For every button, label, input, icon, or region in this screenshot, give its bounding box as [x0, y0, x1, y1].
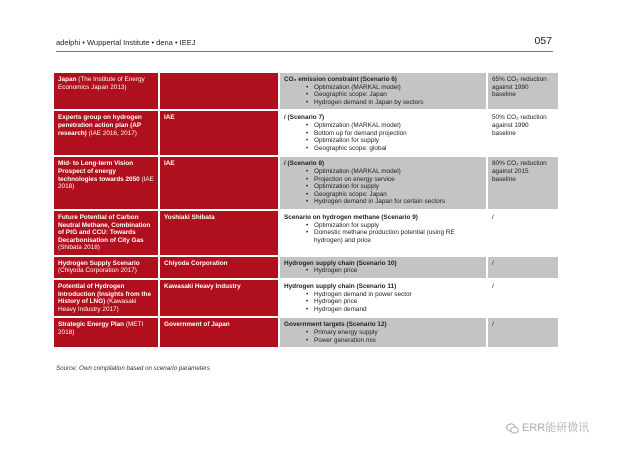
watermark [506, 419, 589, 435]
scenario-cell [280, 318, 486, 347]
target-cell: / [488, 318, 558, 347]
bullet-item: • Optimization for supply [314, 183, 482, 191]
author-cell [160, 73, 278, 109]
page-number: 057 [534, 35, 552, 47]
scenario-cell [280, 157, 486, 209]
table-row [54, 257, 558, 278]
author-cell: IAE [160, 111, 278, 155]
scenario-title: Scenario on hydrogen methane (Scenario 9) [284, 213, 418, 221]
table-row [54, 318, 558, 347]
bullet-item: • Domestic methane production potential (using RE hydrogen) and price [314, 229, 482, 244]
study-cell [54, 318, 158, 347]
bullet-item: • Bottom up for demand projection [314, 130, 482, 138]
study-source: (Kawasaki Heavy Industry 2017) [58, 298, 137, 313]
scenario-title: / (Scenario 8) [284, 160, 325, 168]
bullet-item: • Hydrogen price [314, 267, 482, 275]
author-cell: Yoshiaki Shibata [160, 211, 278, 255]
bullet-item: • Primary energy supply [314, 329, 482, 337]
scenario-cell [280, 280, 486, 316]
bullet-item: • Optimization for supply [314, 222, 482, 230]
study-cell [54, 157, 158, 209]
author-cell: Chiyoda Corporation [160, 257, 278, 278]
header-authors: adelphi • Wuppertal Institute • dena • IEEJ [56, 38, 196, 47]
bullet-list [284, 291, 482, 314]
bullet-item: • Optimization (MARKAL model) [314, 84, 482, 92]
table-row [54, 157, 558, 209]
table-row [54, 211, 558, 255]
study-title: Experts group on hydrogen penetration action plan (AP research) [58, 114, 142, 137]
table-row [54, 73, 558, 109]
study-source: (The Institute of Energy Economics Japan 2013) [58, 76, 145, 91]
scenario-cell [280, 211, 486, 255]
bullet-list [284, 222, 482, 245]
bullet-item: • Hydrogen demand in Japan for certain sectors [314, 198, 482, 206]
table-row [54, 111, 558, 155]
target-cell: 65% CO₂ reduction against 1990 baseline [488, 73, 558, 109]
author-cell: Government of Japan [160, 318, 278, 347]
wechat-icon [506, 423, 519, 434]
scenario-cell [280, 73, 486, 109]
study-cell [54, 111, 158, 155]
bullet-item: • Optimization (MARKAL model) [314, 168, 482, 176]
bullet-item: • Geographic scope: Japan [314, 191, 482, 199]
study-source: (Shibata 2018) [58, 244, 100, 252]
table-row [54, 280, 558, 316]
target-cell: / [488, 211, 558, 255]
scenario-cell [280, 257, 486, 278]
bullet-item: • Hydrogen price [314, 298, 482, 306]
bullet-item: • Hydrogen demand in power sector [314, 291, 482, 299]
source-note: Source: Own compilation based on scenario parameters [56, 365, 211, 372]
author-cell: IAE [160, 157, 278, 209]
bullet-list [284, 329, 482, 344]
page-header [56, 35, 552, 52]
study-source: (IAE 2018) [58, 175, 154, 191]
scenario-title: Hydrogen supply chain (Scenario 10) [284, 259, 397, 267]
bullet-list [284, 168, 482, 206]
scenario-cell [280, 111, 486, 155]
target-cell: 50% CO₂ reduction against 1990 baseline [488, 111, 558, 155]
study-title: Future Potential of Carbon Neutral Methane, Combination of PtG and CCU: Towards Decarbonisation of City Gas [58, 213, 151, 244]
bullet-item: • Power generation mix [314, 337, 482, 345]
target-cell: / [488, 257, 558, 278]
study-source: (Chiyoda Corporation 2017) [58, 267, 137, 275]
study-title: Japan [58, 76, 77, 83]
study-cell [54, 257, 158, 278]
bullet-list [284, 267, 482, 275]
author-cell: Kawasaki Heavy Industry [160, 280, 278, 316]
study-title: Mid- to Long-term Vision Prospect of energy technologies towards 2050 [58, 160, 140, 183]
scenario-title: CO₂ emission constraint (Scenario 6) [284, 76, 397, 83]
study-title: Strategic Energy Plan [58, 321, 125, 329]
bullet-item: • Geographic scope: Japan [314, 91, 482, 99]
bullet-item: • Hydrogen demand [314, 306, 482, 314]
study-source: (METI 2018) [58, 321, 144, 337]
bullet-item: • Geographic scope: global [314, 145, 482, 153]
study-title: Hydrogen Supply Scenario [58, 259, 140, 267]
watermark-text: ERR能研微讯 [522, 422, 590, 434]
bullet-list [284, 84, 482, 107]
bullet-item: • Projection on energy service [314, 176, 482, 184]
study-cell [54, 73, 158, 109]
target-cell: 80% CO₂ reduction against 2015 baseline [488, 157, 558, 209]
scenario-table [52, 71, 560, 349]
study-cell [54, 211, 158, 255]
header-rule [56, 51, 553, 52]
bullet-item: • Optimization (MARKAL model) [314, 122, 482, 130]
study-source: (IAE 2016, 2017) [88, 129, 137, 137]
bullet-item: • Hydrogen demand in Japan by sectors [314, 99, 482, 107]
study-title: Potential of Hydrogen Introduction (Insights from the History of LNG) [58, 283, 152, 306]
scenario-title: Government targets (Scenario 12) [284, 321, 387, 329]
bullet-item: • Optimization for supply [314, 137, 482, 145]
bullet-list [284, 122, 482, 152]
scenario-title: Hydrogen supply chain (Scenario 11) [284, 283, 397, 291]
study-cell [54, 280, 158, 316]
scenario-title: / (Scenario 7) [284, 114, 325, 122]
target-cell: / [488, 280, 558, 316]
